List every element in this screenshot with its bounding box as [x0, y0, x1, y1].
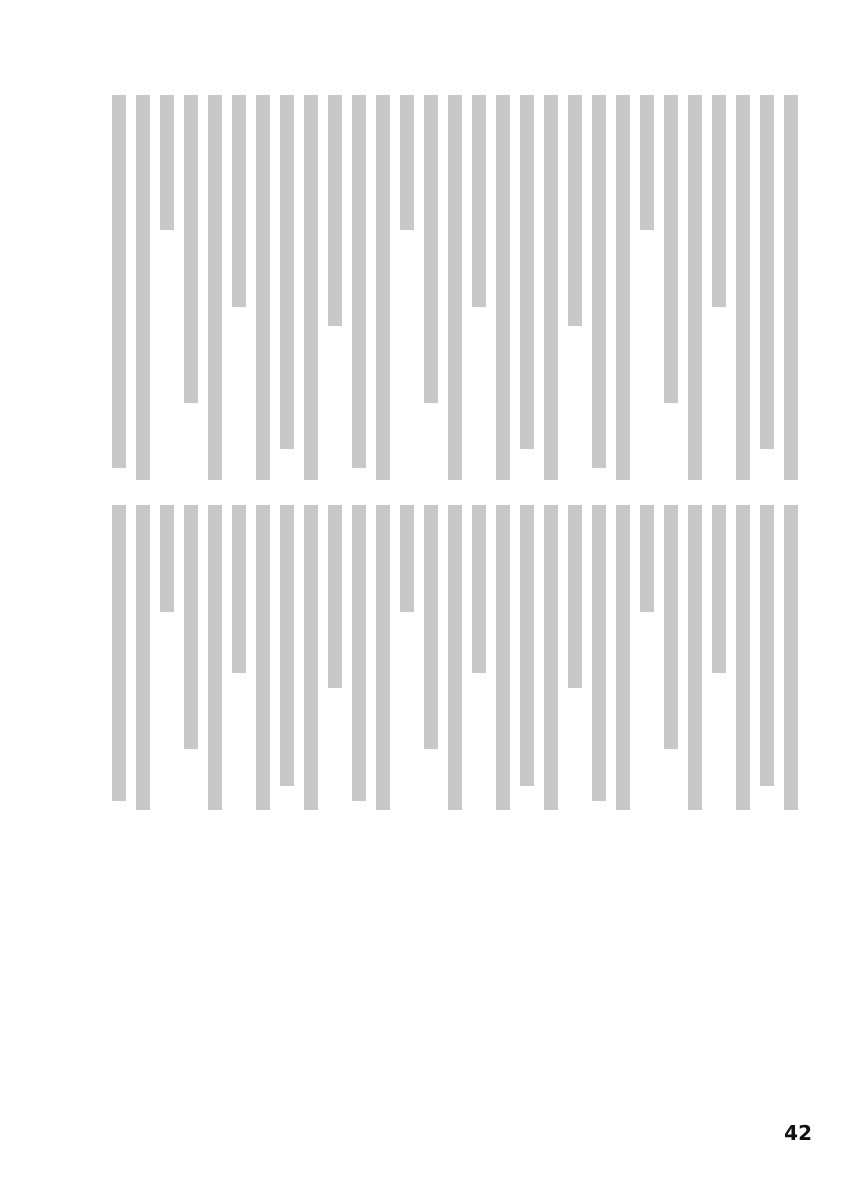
page-number: 42: [784, 1121, 812, 1145]
redaction-bar: [544, 95, 558, 480]
redaction-bar: [232, 95, 246, 307]
redaction-bar: [712, 505, 726, 673]
redacted-text-block-lower: [90, 505, 800, 810]
redaction-bar: [280, 505, 294, 786]
redaction-bar: [448, 505, 462, 810]
redaction-bar: [136, 95, 150, 480]
redaction-bar: [304, 505, 318, 810]
redaction-bar: [472, 95, 486, 307]
redaction-bar: [760, 505, 774, 786]
redaction-bar: [400, 505, 414, 612]
redaction-bar: [256, 95, 270, 480]
redaction-bar: [280, 95, 294, 449]
redaction-bar: [616, 95, 630, 480]
redaction-bar: [496, 505, 510, 810]
redaction-bar: [376, 95, 390, 480]
redaction-bar: [640, 505, 654, 612]
redaction-bar: [352, 505, 366, 801]
redaction-bar: [568, 505, 582, 688]
redaction-bar: [160, 505, 174, 612]
redaction-bar: [784, 505, 798, 810]
redaction-bar: [376, 505, 390, 810]
redaction-bar: [400, 95, 414, 230]
redaction-bar: [256, 505, 270, 810]
redaction-bar: [544, 505, 558, 810]
redaction-bar: [136, 505, 150, 810]
redaction-bar: [712, 95, 726, 307]
redaction-bar: [664, 95, 678, 403]
redacted-text-block-upper: [90, 95, 800, 480]
redaction-bar: [160, 95, 174, 230]
redaction-bar: [112, 505, 126, 801]
redaction-bar: [112, 95, 126, 468]
redaction-bar: [784, 95, 798, 480]
redaction-bar: [568, 95, 582, 326]
redaction-bar: [496, 95, 510, 480]
redaction-bar: [328, 505, 342, 688]
redaction-bar: [208, 505, 222, 810]
redaction-bar: [184, 505, 198, 749]
redaction-bar: [760, 95, 774, 449]
redaction-bar: [520, 95, 534, 449]
redaction-bar: [688, 95, 702, 480]
redaction-bar: [328, 95, 342, 326]
redaction-bar: [232, 505, 246, 673]
redaction-bar: [736, 505, 750, 810]
redaction-bar: [472, 505, 486, 673]
redaction-bar: [448, 95, 462, 480]
redaction-bar: [520, 505, 534, 786]
redaction-bar: [424, 95, 438, 403]
redaction-bar: [640, 95, 654, 230]
redaction-bar: [664, 505, 678, 749]
redaction-bar: [616, 505, 630, 810]
redaction-bar: [304, 95, 318, 480]
redaction-bar: [592, 505, 606, 801]
redaction-bar: [424, 505, 438, 749]
redaction-bar: [736, 95, 750, 480]
redaction-bar: [688, 505, 702, 810]
redaction-bar: [184, 95, 198, 403]
redaction-bar: [352, 95, 366, 468]
redaction-bar: [208, 95, 222, 480]
redaction-bar: [592, 95, 606, 468]
